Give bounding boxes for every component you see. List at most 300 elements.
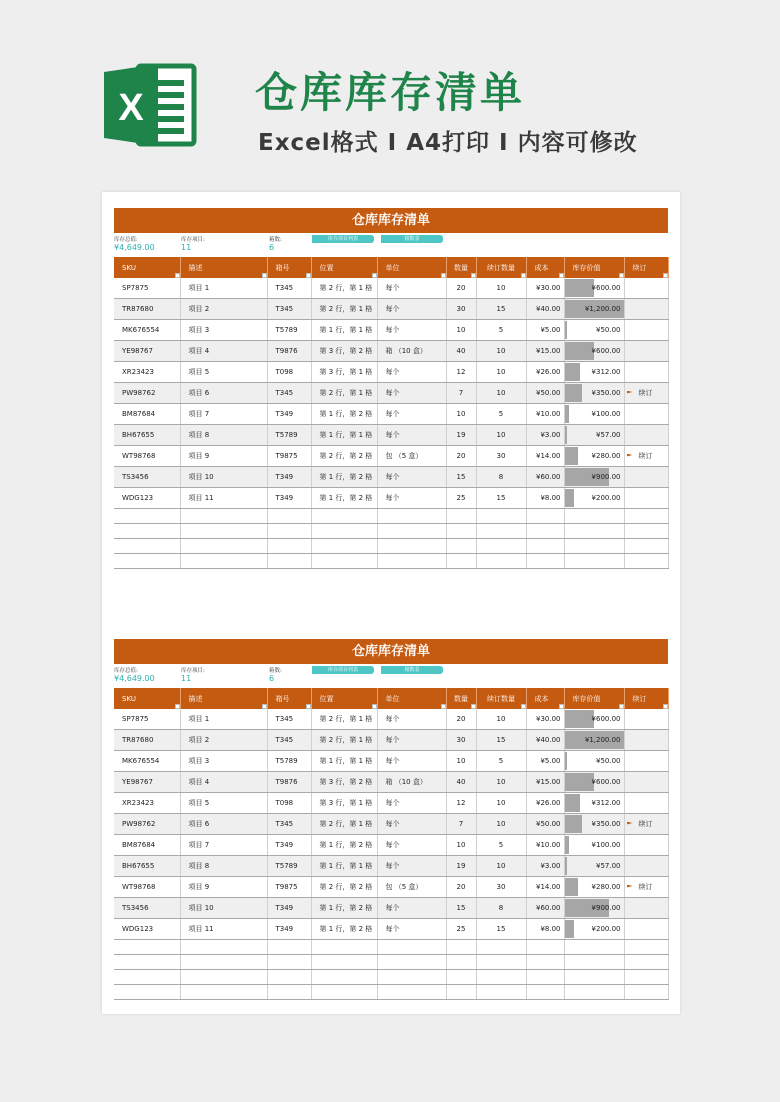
cell-sku[interactable]: YE98767 — [114, 772, 180, 793]
cell-unit[interactable]: 每个 — [377, 814, 446, 835]
cell-loc[interactable]: 第 1 行，第 2 格 — [311, 404, 377, 425]
empty-cell[interactable] — [267, 970, 311, 985]
cell-reorder-qty[interactable]: 8 — [476, 467, 526, 488]
cell-cost[interactable]: ¥60.00 — [526, 898, 564, 919]
empty-cell[interactable] — [377, 509, 446, 524]
cell-unit[interactable]: 每个 — [377, 467, 446, 488]
column-header[interactable]: 库存价值 — [564, 257, 624, 278]
cell-desc[interactable]: 项目 6 — [180, 383, 267, 404]
cell-reorder-qty[interactable]: 10 — [476, 383, 526, 404]
cell-qty[interactable]: 20 — [446, 278, 476, 299]
cell-qty[interactable]: 25 — [446, 919, 476, 940]
cell-sku[interactable]: WT98768 — [114, 446, 180, 467]
empty-cell[interactable] — [476, 955, 526, 970]
cell-box[interactable]: T345 — [267, 383, 311, 404]
cell-desc[interactable]: 项目 5 — [180, 362, 267, 383]
cell-value[interactable] — [564, 299, 624, 320]
cell-cost[interactable]: ¥60.00 — [526, 467, 564, 488]
filter-dropdown-icon[interactable] — [441, 704, 446, 709]
empty-cell[interactable] — [446, 554, 476, 569]
box-list-button[interactable]: 箱数表 — [381, 235, 443, 243]
empty-cell[interactable] — [624, 539, 668, 554]
cell-reorder-qty[interactable]: 10 — [476, 793, 526, 814]
cell-box[interactable]: T9876 — [267, 772, 311, 793]
cell-reorder-qty[interactable]: 10 — [476, 856, 526, 877]
empty-cell[interactable] — [526, 985, 564, 1000]
filter-dropdown-icon[interactable] — [372, 273, 377, 278]
empty-cell[interactable] — [114, 554, 180, 569]
cell-cost[interactable]: ¥14.00 — [526, 877, 564, 898]
cell-loc[interactable]: 第 1 行，第 2 格 — [311, 467, 377, 488]
cell-value[interactable] — [564, 446, 624, 467]
filter-dropdown-icon[interactable] — [521, 273, 526, 278]
cell-reorder-qty[interactable]: 15 — [476, 488, 526, 509]
empty-cell[interactable] — [377, 539, 446, 554]
cell-qty[interactable]: 20 — [446, 709, 476, 730]
cell-loc[interactable]: 第 3 行，第 1 格 — [311, 362, 377, 383]
cell-loc[interactable]: 第 2 行，第 1 格 — [311, 299, 377, 320]
empty-cell[interactable] — [114, 539, 180, 554]
cell-desc[interactable]: 项目 3 — [180, 751, 267, 772]
cell-box[interactable]: T9876 — [267, 341, 311, 362]
empty-cell[interactable] — [526, 940, 564, 955]
cell-desc[interactable]: 项目 10 — [180, 898, 267, 919]
cell-cost[interactable]: ¥3.00 — [526, 856, 564, 877]
cell-qty[interactable]: 10 — [446, 751, 476, 772]
empty-cell[interactable] — [564, 955, 624, 970]
cell-reorder[interactable] — [624, 835, 668, 856]
cell-reorder-qty[interactable]: 5 — [476, 404, 526, 425]
filter-dropdown-icon[interactable] — [471, 273, 476, 278]
cell-reorder[interactable] — [624, 320, 668, 341]
cell-box[interactable]: T098 — [267, 793, 311, 814]
cell-cost[interactable]: ¥40.00 — [526, 299, 564, 320]
cell-reorder-qty[interactable]: 10 — [476, 814, 526, 835]
empty-cell[interactable] — [180, 509, 267, 524]
empty-cell[interactable] — [377, 970, 446, 985]
cell-unit[interactable]: 箱 （10 盒） — [377, 772, 446, 793]
empty-cell[interactable] — [446, 940, 476, 955]
cell-sku[interactable]: MK676554 — [114, 751, 180, 772]
column-header[interactable]: 续订数量 — [476, 688, 526, 709]
cell-box[interactable]: T345 — [267, 730, 311, 751]
cell-cost[interactable]: ¥15.00 — [526, 341, 564, 362]
cell-desc[interactable]: 项目 2 — [180, 730, 267, 751]
cell-unit[interactable]: 每个 — [377, 278, 446, 299]
empty-cell[interactable] — [114, 970, 180, 985]
filter-dropdown-icon[interactable] — [175, 704, 180, 709]
cell-loc[interactable]: 第 2 行，第 1 格 — [311, 383, 377, 404]
cell-reorder[interactable] — [624, 793, 668, 814]
empty-cell[interactable] — [377, 940, 446, 955]
empty-cell[interactable] — [446, 509, 476, 524]
empty-cell[interactable] — [526, 524, 564, 539]
cell-loc[interactable]: 第 1 行，第 1 格 — [311, 751, 377, 772]
empty-cell[interactable] — [180, 985, 267, 1000]
cell-cost[interactable]: ¥14.00 — [526, 446, 564, 467]
empty-cell[interactable] — [180, 524, 267, 539]
empty-cell[interactable] — [564, 970, 624, 985]
cell-unit[interactable]: 每个 — [377, 835, 446, 856]
empty-cell[interactable] — [476, 539, 526, 554]
cell-reorder[interactable] — [624, 709, 668, 730]
empty-cell[interactable] — [377, 524, 446, 539]
cell-desc[interactable]: 项目 7 — [180, 404, 267, 425]
cell-qty[interactable]: 12 — [446, 793, 476, 814]
column-header[interactable]: 续订数量 — [476, 257, 526, 278]
empty-cell[interactable] — [564, 554, 624, 569]
cell-loc[interactable]: 第 1 行，第 1 格 — [311, 320, 377, 341]
cell-box[interactable]: T349 — [267, 835, 311, 856]
cell-sku[interactable]: SP7875 — [114, 709, 180, 730]
cell-loc[interactable]: 第 1 行，第 2 格 — [311, 835, 377, 856]
filter-dropdown-icon[interactable] — [262, 704, 267, 709]
cell-loc[interactable]: 第 3 行，第 2 格 — [311, 341, 377, 362]
cell-sku[interactable]: TR87680 — [114, 299, 180, 320]
cell-qty[interactable]: 10 — [446, 320, 476, 341]
empty-cell[interactable] — [564, 524, 624, 539]
cell-box[interactable]: T5789 — [267, 425, 311, 446]
empty-cell[interactable] — [377, 985, 446, 1000]
column-header[interactable]: 单位 — [377, 257, 446, 278]
column-header[interactable]: 库存价值 — [564, 688, 624, 709]
empty-cell[interactable] — [476, 970, 526, 985]
empty-cell[interactable] — [624, 509, 668, 524]
cell-reorder-qty[interactable]: 5 — [476, 835, 526, 856]
cell-cost[interactable]: ¥5.00 — [526, 751, 564, 772]
cell-reorder-qty[interactable]: 5 — [476, 320, 526, 341]
column-header[interactable]: 单位 — [377, 688, 446, 709]
column-header[interactable]: 成本 — [526, 257, 564, 278]
cell-box[interactable]: T5789 — [267, 751, 311, 772]
column-header[interactable]: 续订 — [624, 688, 668, 709]
cell-reorder[interactable] — [624, 383, 668, 404]
cell-cost[interactable]: ¥26.00 — [526, 793, 564, 814]
empty-cell[interactable] — [624, 940, 668, 955]
filter-dropdown-icon[interactable] — [372, 704, 377, 709]
cell-value[interactable] — [564, 877, 624, 898]
empty-cell[interactable] — [624, 955, 668, 970]
cell-cost[interactable]: ¥30.00 — [526, 709, 564, 730]
cell-reorder[interactable] — [624, 404, 668, 425]
cell-desc[interactable]: 项目 1 — [180, 278, 267, 299]
cell-sku[interactable]: BH67655 — [114, 425, 180, 446]
cell-qty[interactable]: 30 — [446, 299, 476, 320]
empty-cell[interactable] — [624, 970, 668, 985]
cell-value[interactable] — [564, 341, 624, 362]
empty-cell[interactable] — [526, 955, 564, 970]
cell-box[interactable]: T5789 — [267, 320, 311, 341]
column-header[interactable]: 数量 — [446, 688, 476, 709]
cell-reorder-qty[interactable]: 10 — [476, 772, 526, 793]
cell-reorder[interactable] — [624, 898, 668, 919]
cell-cost[interactable]: ¥50.00 — [526, 814, 564, 835]
cell-box[interactable]: T345 — [267, 278, 311, 299]
empty-cell[interactable] — [114, 524, 180, 539]
box-list-button[interactable]: 箱数表 — [381, 666, 443, 674]
column-header[interactable]: 箱号 — [267, 257, 311, 278]
cell-reorder-qty[interactable]: 15 — [476, 919, 526, 940]
cell-desc[interactable]: 项目 3 — [180, 320, 267, 341]
cell-desc[interactable]: 项目 8 — [180, 425, 267, 446]
cell-unit[interactable]: 每个 — [377, 425, 446, 446]
cell-reorder-qty[interactable]: 10 — [476, 341, 526, 362]
cell-value[interactable] — [564, 488, 624, 509]
cell-box[interactable]: T349 — [267, 467, 311, 488]
cell-box[interactable]: T349 — [267, 898, 311, 919]
cell-sku[interactable]: BH67655 — [114, 856, 180, 877]
cell-sku[interactable]: BM87684 — [114, 404, 180, 425]
cell-cost[interactable]: ¥40.00 — [526, 730, 564, 751]
empty-cell[interactable] — [624, 524, 668, 539]
inventory-list-button[interactable]: 库存项目列表 — [312, 666, 374, 674]
empty-cell[interactable] — [114, 940, 180, 955]
cell-unit[interactable]: 每个 — [377, 793, 446, 814]
empty-cell[interactable] — [446, 539, 476, 554]
cell-reorder[interactable] — [624, 751, 668, 772]
empty-cell[interactable] — [180, 539, 267, 554]
cell-desc[interactable]: 项目 11 — [180, 488, 267, 509]
cell-box[interactable]: T345 — [267, 709, 311, 730]
empty-cell[interactable] — [624, 985, 668, 1000]
cell-sku[interactable]: XR23423 — [114, 793, 180, 814]
cell-loc[interactable]: 第 1 行，第 2 格 — [311, 919, 377, 940]
filter-dropdown-icon[interactable] — [663, 704, 668, 709]
cell-sku[interactable]: YE98767 — [114, 341, 180, 362]
cell-unit[interactable]: 包 （5 盒） — [377, 877, 446, 898]
cell-sku[interactable]: TS3456 — [114, 898, 180, 919]
filter-dropdown-icon[interactable] — [306, 704, 311, 709]
cell-reorder-qty[interactable]: 5 — [476, 751, 526, 772]
cell-reorder[interactable] — [624, 856, 668, 877]
empty-cell[interactable] — [311, 940, 377, 955]
cell-desc[interactable]: 项目 8 — [180, 856, 267, 877]
cell-sku[interactable]: TS3456 — [114, 467, 180, 488]
empty-cell[interactable] — [476, 509, 526, 524]
cell-qty[interactable]: 19 — [446, 425, 476, 446]
cell-reorder[interactable] — [624, 467, 668, 488]
cell-box[interactable]: T9875 — [267, 446, 311, 467]
cell-reorder[interactable] — [624, 772, 668, 793]
cell-box[interactable]: T345 — [267, 814, 311, 835]
column-header[interactable]: SKU — [114, 688, 180, 709]
cell-qty[interactable]: 10 — [446, 835, 476, 856]
column-header[interactable]: 箱号 — [267, 688, 311, 709]
inventory-list-button[interactable]: 库存项目列表 — [312, 235, 374, 243]
cell-reorder-qty[interactable]: 30 — [476, 446, 526, 467]
cell-reorder[interactable] — [624, 278, 668, 299]
cell-desc[interactable]: 项目 11 — [180, 919, 267, 940]
cell-cost[interactable]: ¥10.00 — [526, 835, 564, 856]
cell-value[interactable] — [564, 404, 624, 425]
cell-value[interactable] — [564, 856, 624, 877]
cell-unit[interactable]: 每个 — [377, 383, 446, 404]
cell-loc[interactable]: 第 2 行，第 1 格 — [311, 709, 377, 730]
cell-value[interactable] — [564, 709, 624, 730]
cell-sku[interactable]: PW98762 — [114, 383, 180, 404]
empty-cell[interactable] — [114, 509, 180, 524]
cell-unit[interactable]: 每个 — [377, 299, 446, 320]
cell-value[interactable] — [564, 278, 624, 299]
cell-qty[interactable]: 30 — [446, 730, 476, 751]
cell-value[interactable] — [564, 898, 624, 919]
cell-box[interactable]: T349 — [267, 919, 311, 940]
cell-unit[interactable]: 每个 — [377, 488, 446, 509]
empty-cell[interactable] — [311, 554, 377, 569]
cell-unit[interactable]: 每个 — [377, 709, 446, 730]
cell-loc[interactable]: 第 1 行，第 2 格 — [311, 898, 377, 919]
cell-loc[interactable]: 第 1 行，第 1 格 — [311, 856, 377, 877]
cell-cost[interactable]: ¥10.00 — [526, 404, 564, 425]
cell-desc[interactable]: 项目 9 — [180, 877, 267, 898]
cell-value[interactable] — [564, 425, 624, 446]
cell-value[interactable] — [564, 730, 624, 751]
cell-loc[interactable]: 第 1 行，第 2 格 — [311, 488, 377, 509]
cell-desc[interactable]: 项目 4 — [180, 341, 267, 362]
cell-qty[interactable]: 25 — [446, 488, 476, 509]
empty-cell[interactable] — [526, 970, 564, 985]
cell-reorder-qty[interactable]: 10 — [476, 362, 526, 383]
cell-value[interactable] — [564, 772, 624, 793]
empty-cell[interactable] — [180, 955, 267, 970]
cell-box[interactable]: T345 — [267, 299, 311, 320]
cell-desc[interactable]: 项目 7 — [180, 835, 267, 856]
cell-reorder[interactable] — [624, 877, 668, 898]
cell-reorder-qty[interactable]: 10 — [476, 709, 526, 730]
empty-cell[interactable] — [180, 970, 267, 985]
column-header[interactable]: 描述 — [180, 257, 267, 278]
cell-qty[interactable]: 7 — [446, 383, 476, 404]
empty-cell[interactable] — [311, 539, 377, 554]
cell-sku[interactable]: WT98768 — [114, 877, 180, 898]
empty-cell[interactable] — [564, 985, 624, 1000]
empty-cell[interactable] — [624, 554, 668, 569]
cell-loc[interactable]: 第 2 行，第 1 格 — [311, 730, 377, 751]
cell-qty[interactable]: 40 — [446, 341, 476, 362]
cell-desc[interactable]: 项目 9 — [180, 446, 267, 467]
empty-cell[interactable] — [267, 509, 311, 524]
cell-desc[interactable]: 项目 5 — [180, 793, 267, 814]
empty-cell[interactable] — [446, 985, 476, 1000]
empty-cell[interactable] — [476, 985, 526, 1000]
empty-cell[interactable] — [311, 985, 377, 1000]
cell-desc[interactable]: 项目 2 — [180, 299, 267, 320]
cell-qty[interactable]: 10 — [446, 404, 476, 425]
empty-cell[interactable] — [446, 970, 476, 985]
cell-value[interactable] — [564, 751, 624, 772]
filter-dropdown-icon[interactable] — [471, 704, 476, 709]
empty-cell[interactable] — [267, 955, 311, 970]
cell-qty[interactable]: 12 — [446, 362, 476, 383]
cell-unit[interactable]: 每个 — [377, 320, 446, 341]
cell-unit[interactable]: 每个 — [377, 898, 446, 919]
empty-cell[interactable] — [564, 509, 624, 524]
column-header[interactable]: SKU — [114, 257, 180, 278]
cell-sku[interactable]: WDG123 — [114, 919, 180, 940]
empty-cell[interactable] — [267, 539, 311, 554]
cell-cost[interactable]: ¥8.00 — [526, 488, 564, 509]
cell-desc[interactable]: 项目 10 — [180, 467, 267, 488]
cell-value[interactable] — [564, 320, 624, 341]
empty-cell[interactable] — [564, 539, 624, 554]
cell-value[interactable] — [564, 814, 624, 835]
empty-cell[interactable] — [114, 985, 180, 1000]
cell-unit[interactable]: 每个 — [377, 919, 446, 940]
empty-cell[interactable] — [526, 509, 564, 524]
cell-sku[interactable]: PW98762 — [114, 814, 180, 835]
cell-value[interactable] — [564, 362, 624, 383]
filter-dropdown-icon[interactable] — [521, 704, 526, 709]
cell-qty[interactable]: 15 — [446, 467, 476, 488]
empty-cell[interactable] — [526, 539, 564, 554]
empty-cell[interactable] — [267, 940, 311, 955]
cell-reorder[interactable] — [624, 362, 668, 383]
cell-desc[interactable]: 项目 6 — [180, 814, 267, 835]
column-header[interactable]: 描述 — [180, 688, 267, 709]
filter-dropdown-icon[interactable] — [306, 273, 311, 278]
cell-value[interactable] — [564, 467, 624, 488]
cell-unit[interactable]: 每个 — [377, 856, 446, 877]
cell-sku[interactable]: BM87684 — [114, 835, 180, 856]
cell-reorder[interactable] — [624, 814, 668, 835]
cell-reorder-qty[interactable]: 10 — [476, 278, 526, 299]
empty-cell[interactable] — [267, 524, 311, 539]
empty-cell[interactable] — [267, 985, 311, 1000]
filter-dropdown-icon[interactable] — [559, 704, 564, 709]
empty-cell[interactable] — [564, 940, 624, 955]
cell-qty[interactable]: 40 — [446, 772, 476, 793]
cell-reorder[interactable] — [624, 730, 668, 751]
cell-unit[interactable]: 每个 — [377, 751, 446, 772]
cell-unit[interactable]: 每个 — [377, 362, 446, 383]
empty-cell[interactable] — [476, 940, 526, 955]
cell-value[interactable] — [564, 383, 624, 404]
cell-reorder[interactable] — [624, 299, 668, 320]
cell-loc[interactable]: 第 2 行，第 2 格 — [311, 877, 377, 898]
cell-reorder[interactable] — [624, 488, 668, 509]
cell-cost[interactable]: ¥8.00 — [526, 919, 564, 940]
cell-reorder-qty[interactable]: 15 — [476, 730, 526, 751]
cell-loc[interactable]: 第 3 行，第 1 格 — [311, 793, 377, 814]
cell-box[interactable]: T5789 — [267, 856, 311, 877]
empty-cell[interactable] — [311, 509, 377, 524]
cell-reorder[interactable] — [624, 425, 668, 446]
cell-reorder[interactable] — [624, 446, 668, 467]
cell-qty[interactable]: 20 — [446, 877, 476, 898]
filter-dropdown-icon[interactable] — [559, 273, 564, 278]
column-header[interactable]: 数量 — [446, 257, 476, 278]
cell-sku[interactable]: MK676554 — [114, 320, 180, 341]
cell-qty[interactable]: 15 — [446, 898, 476, 919]
cell-value[interactable] — [564, 919, 624, 940]
cell-cost[interactable]: ¥30.00 — [526, 278, 564, 299]
cell-qty[interactable]: 20 — [446, 446, 476, 467]
cell-loc[interactable]: 第 2 行，第 1 格 — [311, 278, 377, 299]
empty-cell[interactable] — [377, 554, 446, 569]
empty-cell[interactable] — [377, 955, 446, 970]
cell-cost[interactable]: ¥15.00 — [526, 772, 564, 793]
empty-cell[interactable] — [476, 554, 526, 569]
empty-cell[interactable] — [311, 970, 377, 985]
cell-desc[interactable]: 项目 4 — [180, 772, 267, 793]
cell-value[interactable] — [564, 835, 624, 856]
empty-cell[interactable] — [114, 955, 180, 970]
cell-value[interactable] — [564, 793, 624, 814]
empty-cell[interactable] — [267, 554, 311, 569]
cell-cost[interactable]: ¥26.00 — [526, 362, 564, 383]
filter-dropdown-icon[interactable] — [262, 273, 267, 278]
empty-cell[interactable] — [311, 524, 377, 539]
